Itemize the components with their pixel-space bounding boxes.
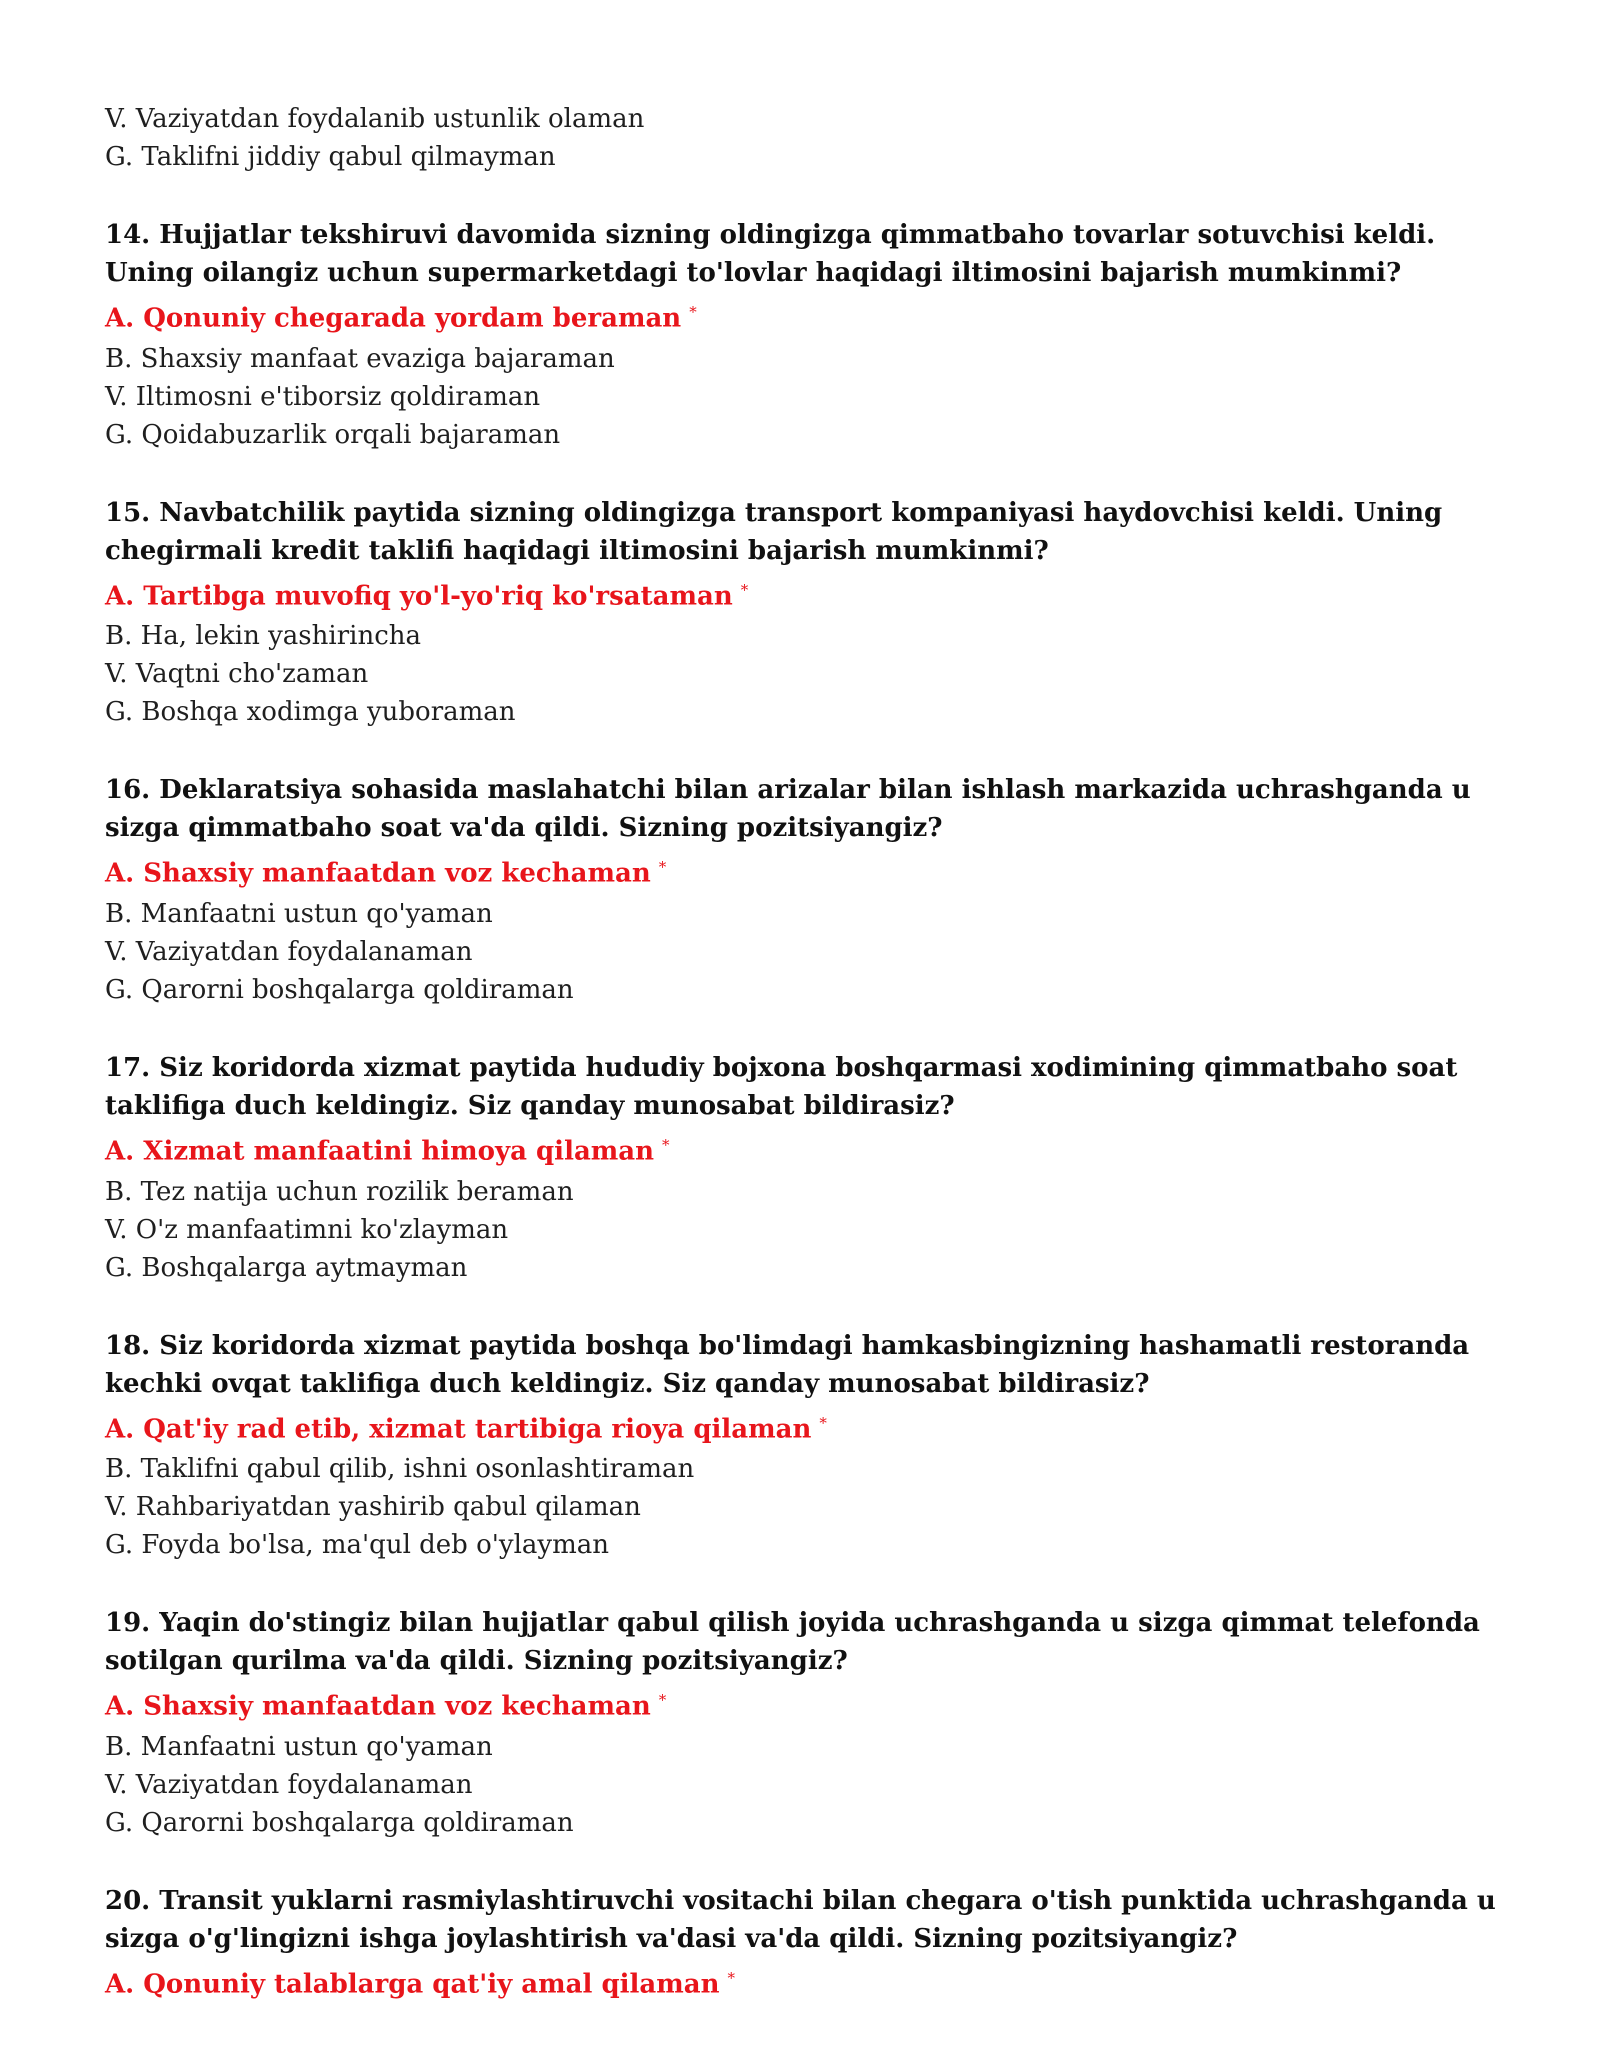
correct-answer (105, 1403, 1525, 1451)
answer-option (105, 1450, 1525, 1488)
answer-option (105, 1249, 1525, 1287)
correct-marker: * (689, 303, 697, 321)
question-text: 14. Hujjatlar tekshiruvi davomida sizning oldingizga qimmatbaho tovarlar sotuvchisi keldi. Uning oilangiz uchun supermarketdagi to'lovlar haqidagi iltimosini bajarish mumkinmi? (105, 220, 1436, 288)
answer-option (105, 933, 1525, 971)
answer-option (105, 378, 1525, 416)
answer-text: B. Taklifni qabul qilib, ishni osonlashtiraman (105, 1454, 695, 1485)
question-block (105, 1327, 1525, 1565)
answer-option (105, 1173, 1525, 1211)
answer-text: B. Shaxsiy manfaat evaziga bajaraman (105, 343, 615, 374)
answer-text: A. Qonuniy chegarada yordam beraman (105, 303, 682, 334)
answer-option (105, 1728, 1525, 1766)
correct-answer (105, 847, 1525, 895)
intro-options (105, 100, 1525, 176)
answer-text: V. O'z manfaatimni ko'zlayman (105, 1214, 509, 1245)
answer-option (105, 1211, 1525, 1249)
answer-text: A. Xizmat manfaatini himoya qilaman (105, 1136, 655, 1167)
answer-text: A. Shaxsiy manfaatdan voz kechaman (105, 1691, 651, 1722)
correct-marker: * (658, 1691, 667, 1710)
correct-marker: * (740, 580, 749, 599)
correct-answer (105, 1958, 1525, 2006)
answer-text: V. Iltimosni e'tiborsiz qoldiraman (105, 381, 541, 412)
answer-text: G. Qoidabuzarlik orqali bajaraman (105, 419, 561, 450)
question-text: 15. Navbatchilik paytida sizning oldingizga transport kompaniyasi haydovchisi keldi. Uning chegirmali kredit taklifi haqidagi iltimosini bajarish mumkinmi? (105, 497, 1443, 566)
question-block (105, 1604, 1525, 1842)
answer-option (105, 693, 1525, 731)
question-text: 20. Transit yuklarni rasmiylashtiruvchi vositachi bilan chegara o'tish punktida uchrashganda u sizga o'g'lingizni ishga joylashtirish va'dasi va'da qildi. Sizning pozitsiyangiz? (105, 1885, 1496, 1954)
answer-option (105, 895, 1525, 933)
answer-text: V. Vaziyatdan foydalanaman (105, 1769, 473, 1800)
answer-text: B. Tez natija uchun rozilik beraman (105, 1176, 574, 1207)
answer-option (105, 971, 1525, 1009)
answer-text: A. Tartibga muvofiq yo'l-yo'riq ko'rsataman (105, 581, 733, 612)
answer-text: B. Manfaatni ustun qo'yaman (105, 898, 493, 929)
answer-text: G. Qarorni boshqalarga qoldiraman (105, 974, 574, 1005)
question-block (105, 1049, 1525, 1287)
document-page (105, 100, 1525, 2006)
correct-marker: * (662, 1135, 670, 1154)
answer-option (105, 655, 1525, 693)
answer-option (105, 1488, 1525, 1526)
correct-marker: * (819, 1413, 827, 1432)
answer-text: G. Foyda bo'lsa, ma'qul deb o'ylayman (105, 1530, 609, 1561)
answer-text: V. Rahbariyatdan yashirib qabul qilaman (105, 1492, 641, 1523)
answer-option (105, 340, 1525, 378)
answer-text: B. Ha, lekin yashirincha (105, 621, 422, 652)
question-text: 17. Siz koridorda xizmat paytida hududiy bojxona boshqarmasi xodimining qimmatbaho soat taklifiga duch keldingiz. Siz qanday munosabat bildirasiz? (105, 1052, 1458, 1121)
answer-text: G. Boshqa xodimga yuboraman (105, 697, 516, 728)
question-block (105, 216, 1525, 454)
question-text: 19. Yaqin do'stingiz bilan hujjatlar qabul qilish joyida uchrashganda u sizga qimmat telefonda sotilgan qurilma va'da qildi. Sizning pozitsiyangiz? (105, 1608, 1480, 1677)
answer-text: G. Qarorni boshqalarga qoldiraman (105, 1807, 574, 1838)
correct-answer (105, 1680, 1525, 1728)
question-block (105, 1882, 1525, 2006)
answer-option (105, 1526, 1525, 1564)
answer-option (105, 1766, 1525, 1804)
question-list (105, 216, 1525, 2006)
correct-answer (105, 570, 1525, 618)
answer-text: B. Manfaatni ustun qo'yaman (105, 1731, 493, 1762)
question-text: 16. Deklaratsiya sohasida maslahatchi bilan arizalar bilan ishlash markazida uchrashganda u sizga qimmatbaho soat va'da qildi. Sizning pozitsiyangiz? (105, 775, 1471, 844)
answer-text: A. Shaxsiy manfaatdan voz kechaman (105, 858, 651, 889)
option-item: G. Taklifni jiddiy qabul qilmayman (105, 142, 556, 172)
answer-option (105, 617, 1525, 655)
answer-text: A. Qonuniy talablarga qat'iy amal qilaman (105, 1969, 720, 2000)
option-item: V. Vaziyatdan foydalanib ustunlik olaman (105, 104, 645, 134)
answer-text: G. Boshqalarga aytmayman (105, 1252, 468, 1283)
answer-text: V. Vaziyatdan foydalanaman (105, 936, 473, 967)
correct-answer (105, 292, 1525, 340)
correct-answer (105, 1125, 1525, 1173)
answer-option (105, 416, 1525, 454)
question-text: 18. Siz koridorda xizmat paytida boshqa bo'limdagi hamkasbingizning hashamatli restoranda kechki ovqat taklifiga duch keldingiz. Siz qanday munosabat bildirasiz? (105, 1330, 1470, 1399)
answer-text: V. Vaqtni cho'zaman (105, 659, 369, 690)
correct-marker: * (658, 858, 667, 877)
answer-option (105, 1804, 1525, 1842)
correct-marker: * (727, 1968, 735, 1987)
answer-text: A. Qat'iy rad etib, xizmat tartibiga rioya qilaman (105, 1414, 812, 1445)
question-block (105, 771, 1525, 1009)
question-block (105, 494, 1525, 732)
